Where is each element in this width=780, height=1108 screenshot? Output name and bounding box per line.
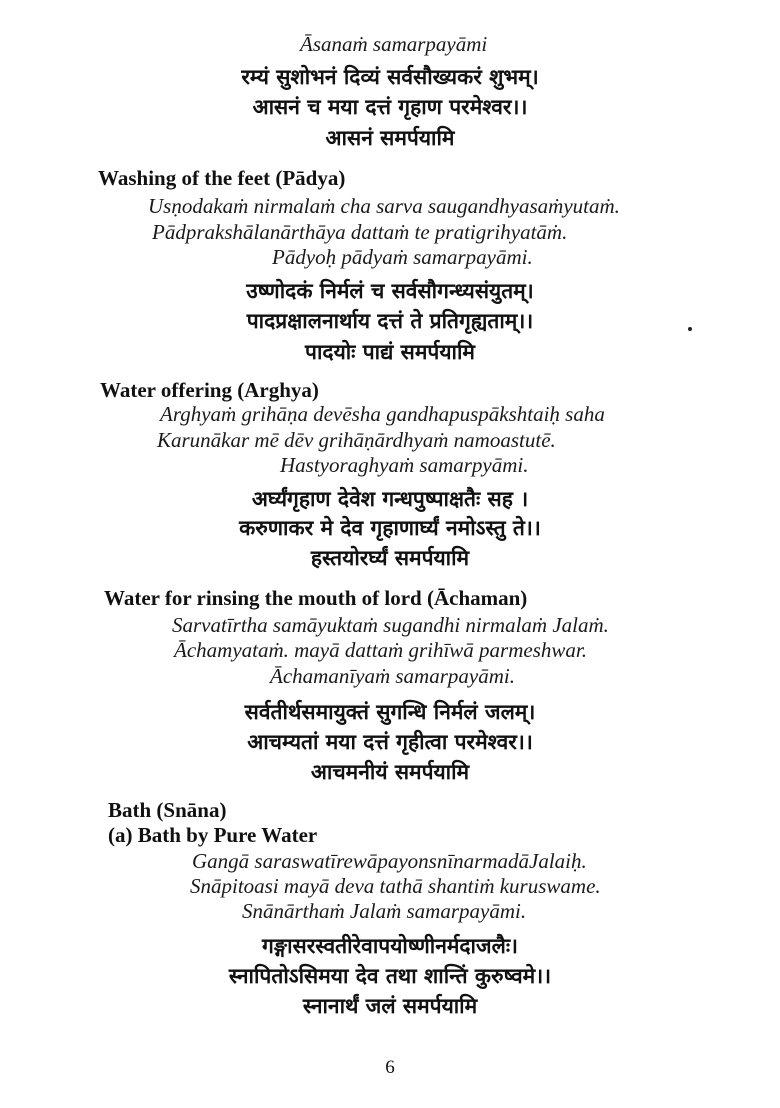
achaman-translit-line-2: Āchamyataṁ. mayā dattaṁ grihīwā parmeshwar.	[174, 638, 587, 662]
arghya-deva-line-3: हस्तयोरर्घ्यं समर्पयामि	[310, 546, 470, 570]
arghya-translit-line-3: Hastyoraghyaṁ samarpyāmi.	[280, 453, 529, 477]
achaman-translit-line-3: Āchamanīyaṁ samarpayāmi.	[270, 664, 515, 688]
achaman-deva-line-2: आचम्यतां मया दत्तं गृहीत्वा परमेश्वर।।	[247, 730, 533, 754]
arghya-deva-line-1: अर्घ्यंगृहाण देवेश गन्धपुष्पाक्षतैः सह ।	[251, 487, 529, 511]
padya-translit-line-1: Usṇodakaṁ nirmalaṁ cha sarva saugandhyasaṁyutaṁ.	[148, 194, 620, 218]
asanam-deva-line-1: रम्यं सुशोभनं दिव्यं सर्वसौख्यकरं शुभम्।	[241, 65, 539, 89]
asanam-deva-line-2: आसनं च मया दत्तं गृहाण परमेश्वर।।	[252, 95, 528, 119]
padya-translit-line-2: Pādprakshālanārthāya dattaṁ te pratigrihyatāṁ.	[152, 220, 568, 244]
asanam-translit: Āsanaṁ samarpayāmi	[300, 32, 488, 56]
snana-translit-line-3: Snānārthaṁ Jalaṁ samarpayāmi.	[242, 899, 527, 923]
page-number: 6	[385, 1057, 395, 1078]
padya-deva-line-1: उष्णोदकं निर्मलं च सर्वसौगन्ध्यसंयुतम्।	[246, 279, 534, 303]
snana-translit-line-2: Snāpitoasi mayā deva tathā shantiṁ kuruswame.	[190, 874, 601, 898]
padya-deva-line-3: पादयोः पाद्यं समर्पयामि	[305, 340, 475, 364]
arghya-heading: Water offering (Arghya)	[100, 378, 319, 402]
padya-heading: Washing of the feet (Pādya)	[98, 166, 346, 190]
asanam-deva-line-3: आसनं समर्पयामि	[325, 126, 455, 150]
padya-deva-line-2: पादप्रक्षालनार्थाय दत्तं ते प्रतिगृह्यताम्।।	[246, 309, 534, 333]
arghya-translit-line-1: Arghyaṁ grihāṇa devēsha gandhapuspākshtaiḥ saha	[160, 402, 605, 426]
snana-deva-line-2: स्नापितोऽसिमया देव तथा शान्तिं कुरुष्वमे।।	[228, 964, 552, 988]
padya-translit-line-3: Pādyoḥ pādyaṁ samarpayāmi.	[272, 245, 533, 269]
ink-speck	[688, 327, 692, 331]
snana-deva-line-1: गङ्गासरस्वतीरेवापयोष्णीनर्मदाजलैः।	[261, 934, 519, 958]
snana-deva-line-3: स्नानार्थं जलं समर्पयामि	[302, 994, 478, 1018]
achaman-deva-line-1: सर्वतीर्थसमायुक्तं सुगन्धि निर्मलं जलम्।	[244, 700, 536, 724]
arghya-translit-line-2: Karunākar mē dēv grihāṇārdhyaṁ namoastutē.	[157, 428, 556, 452]
achaman-translit-line-1: Sarvatīrtha samāyuktaṁ sugandhi nirmalaṁ Jalaṁ.	[172, 613, 609, 637]
achaman-heading: Water for rinsing the mouth of lord (Āchaman)	[104, 586, 528, 610]
snana-translit-line-1: Gangā saraswatīrewāpayonsnīnarmadāJalaiḥ.	[192, 849, 587, 873]
achaman-deva-line-3: आचमनीयं समर्पयामि	[310, 760, 470, 784]
arghya-deva-line-2: करुणाकर मे देव गृहाणार्घ्यं नमोऽस्तु ते।।	[239, 516, 541, 540]
snana-heading: Bath (Snāna)	[108, 798, 227, 822]
snana-subheading: (a) Bath by Pure Water	[108, 823, 318, 847]
